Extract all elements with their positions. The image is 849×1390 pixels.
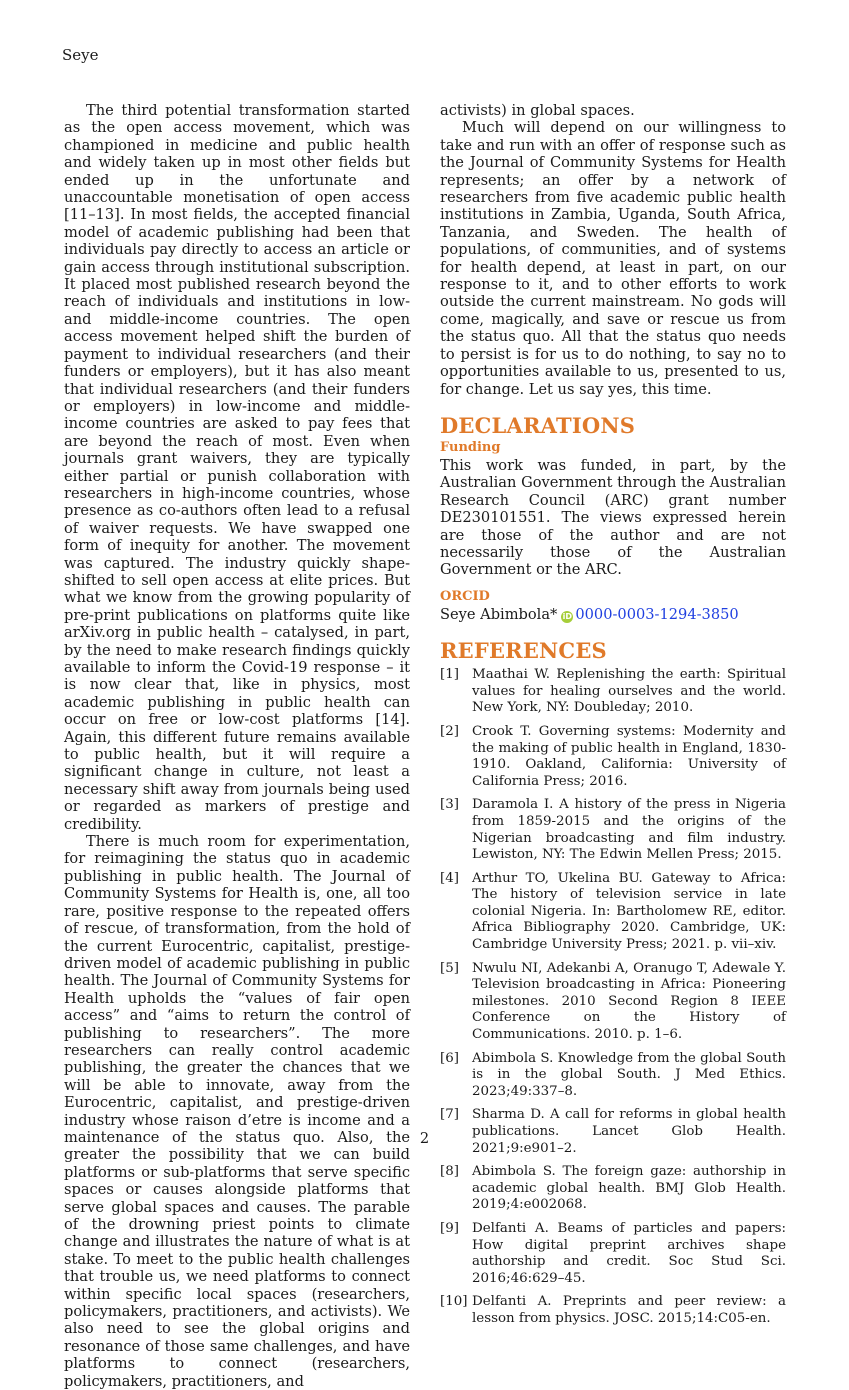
body-paragraph-continuation: activists) in global spaces. <box>440 102 635 119</box>
reference-text: Delfanti A. Beams of particles and papers: How digital preprint archives shape authorship and credit. Soc Stud Sci. 2016;46:629–45. <box>472 1220 786 1286</box>
reference-text: Nwulu NI, Adekanbi A, Oranugo T, Adewale Y. Television broadcasting in Africa: Pioneering milestones. 2010 Second Region 8 IEEE Conference on the History of Communications. 2010. p. 1–6. <box>472 960 786 1043</box>
reference-text: Delfanti A. Preprints and peer review: a lesson from physics. JOSC. 2015;14:C05-en. <box>472 1294 786 1326</box>
reference-item <box>440 1051 786 1101</box>
orcid-heading: ORCID <box>440 588 490 604</box>
reference-text: Sharma D. A call for reforms in global health publications. Lancet Glob Health. 2021;9:e901–2. <box>472 1107 786 1156</box>
reference-number: [3] <box>440 797 459 813</box>
references-heading: REFERENCES <box>440 638 607 664</box>
reference-text: Crook T. Governing systems: Modernity and the making of public health in England, 1830-1910. Oakland, California: University of California Press; 2016. <box>472 723 786 789</box>
reference-number: [9] <box>440 1220 459 1236</box>
body-paragraph: Much will depend on our willingness to take and run with an offer of response such as the Journal of Community Systems for Health represents; an offer by a network of researchers from five academic public health institutions in Zambia, Uganda, South Africa, Tanzania, and Sweden. The health of populations, of communities, and of systems for health depend, at least in part, on our response to it, and to other efforts to work outside the current mainstream. No gods will come, magically, and save or rescue us from the status quo. All that the status quo needs to persist is for us to do nothing, to say no to opportunities available to us, presented to us, for change. Let us say yes, this time. <box>440 119 786 398</box>
reference-list <box>440 667 786 1327</box>
reference-text: Maathai W. Replenishing the earth: Spiritual values for healing ourselves and the world. New York, NY: Doubleday; 2010. <box>472 667 786 716</box>
reference-number: [7] <box>440 1107 459 1123</box>
funding-heading: Funding <box>440 439 501 455</box>
reference-item <box>440 667 786 717</box>
reference-text: Arthur TO, Ukelina BU. Gateway to Africa: The history of television service in late colonial Nigeria. In: Bartholomew RE, editor. Africa Bibliography 2020. Cambridge, UK: Cambridge University Press; 2021. p. vii–xiv. <box>472 870 786 953</box>
reference-text: Daramola I. A history of the press in Nigeria from 1859-2015 and the origins of the Nigerian broadcasting and film industry. Lewiston, NY: The Edwin Mellen Press; 2015. <box>472 797 786 863</box>
reference-item <box>440 1221 786 1287</box>
body-paragraph: There is much room for experimentation, for reimagining the status quo in academic publishing in public health. The Journal of Community Systems for Health is, one, all too rare, positive response to the repeated offers of rescue, of transformation, from the hold of the current Eurocentric, capitalist, prestige-driven model of academic publishing in public health. The Journal of Community Systems for Health upholds the “values of fair open access” and “aims to return the control of publishing to researchers”. The more researchers can really control academic publishing, the greater the chances that we will be able to innovate, away from the Eurocentric, capitalist, and prestige-driven industry whose raison d’etre is income and a maintenance of the status quo. Also, the greater the possibility that we can build platforms or sub-platforms that serve specific spaces or causes alongside platforms that serve global spaces and causes. The parable of the drowning priest points to climate change and illustrates the nature of what is at stake. To meet to the public health challenges that trouble us, we need platforms to connect within specific local spaces (researchers, policymakers, practitioners, and activists). We also need to see the global origins and resonance of those same challenges, and have platforms to connect (researchers, policymakers, practitioners, and <box>64 833 410 1390</box>
reference-number: [6] <box>440 1050 459 1066</box>
reference-item <box>440 1164 786 1214</box>
reference-item <box>440 961 786 1044</box>
reference-text: Abimbola S. The foreign gaze: authorship in academic global health. BMJ Glob Health. 2019;4:e002068. <box>472 1164 786 1213</box>
declarations-heading: DECLARATIONS <box>440 412 636 438</box>
reference-number: [10] <box>440 1294 468 1310</box>
body-paragraph: The third potential transformation started as the open access movement, which was championed in medicine and public health and widely taken up in most other fields but ended up in the unfortunate and unaccountable monetisation of open access [11–13]. In most fields, the accepted financial model of academic publishing had been that individuals pay directly to access an article or gain access through institutional subscription. It placed most published research beyond the reach of individuals and institutions in low- and middle-income countries. The open access movement helped shift the burden of payment to individual researchers (and their funders or employers), but it has also meant that individual researchers (and their funders or employers) in low-income and middle-income countries are asked to pay fees that are beyond the reach of most. Even when journals grant waivers, they are typically either partial or punish collaboration with researchers in high-income countries, whose presence as co-authors often lead to a refusal of waiver requests. We have swapped one form of inequity for another. The movement was captured. The industry quickly shape-shifted to sell open access at elite prices. But what we know from the growing popularity of pre-print publications on platforms quite like arXiv.org in public health – catalysed, in part, by the need to make research findings quickly available to inform the Covid-19 response – it is now clear that, like in physics, most academic publishing in public health can occur on free or low-cost platforms [14]. Again, this different future remains available to public health, but it will require a significant change in culture, not least a necessary shift away from journals being used or regarded as markers of prestige and credibility. <box>64 102 410 833</box>
orcid-author-name: Seye Abimbola* <box>440 605 558 623</box>
funding-text: This work was funded, in part, by the Australian Government through the Australian Research Council (ARC) grant number DE230101551. The views expressed herein are those of the author and are not necessarily those of the Australian Government or the ARC. <box>440 456 786 579</box>
reference-item <box>440 724 786 790</box>
orcid-link[interactable]: 0000-0003-1294-3850 <box>575 605 739 623</box>
running-head: Seye <box>62 46 99 64</box>
reference-item <box>440 871 786 954</box>
reference-number: [5] <box>440 960 459 976</box>
reference-item <box>440 1294 786 1327</box>
reference-number: [8] <box>440 1164 459 1180</box>
reference-number: [1] <box>440 667 459 683</box>
left-column <box>64 102 410 1390</box>
reference-item <box>440 797 786 863</box>
reference-number: [2] <box>440 723 459 739</box>
orcid-line <box>440 606 786 623</box>
page-number: 2 <box>419 1130 430 1147</box>
right-column <box>440 102 786 1335</box>
orcid-icon[interactable]: iD <box>562 611 573 621</box>
reference-number: [4] <box>440 870 459 886</box>
reference-text: Abimbola S. Knowledge from the global South is in the global South. J Med Ethics. 2023;49:337–8. <box>472 1050 786 1099</box>
